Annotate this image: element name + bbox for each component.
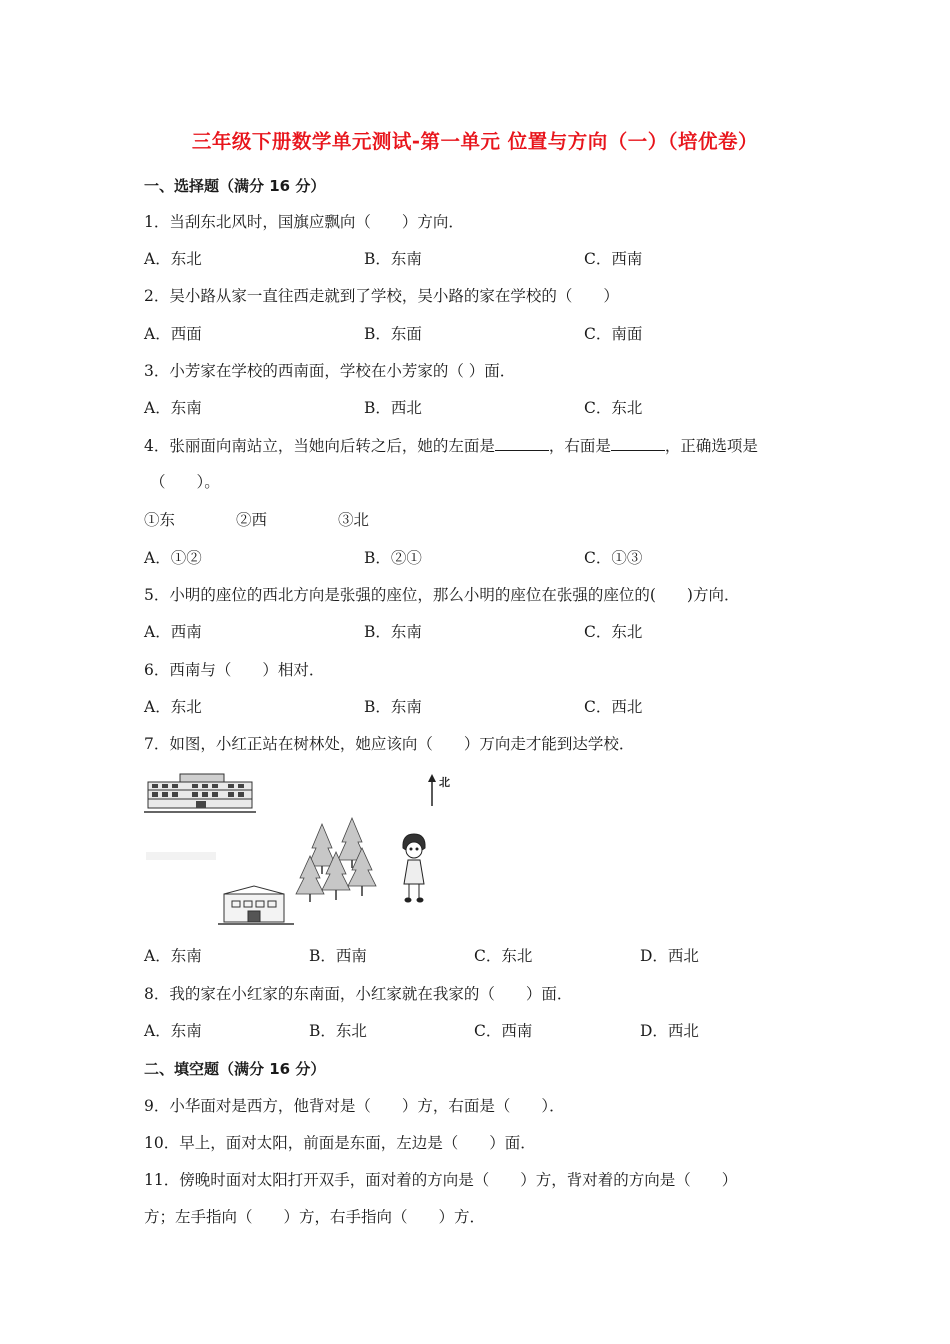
q1-option-b: B．东南 — [364, 250, 422, 268]
question-11: 11．傍晚时面对太阳打开双手，面对着的方向是（ ）方，背对着的方向是（ ） — [144, 1171, 738, 1189]
q2-option-a: A．西面 — [144, 325, 202, 343]
question-1: 1．当刮东北风时，国旗应飘向（ ）方向． — [144, 213, 464, 231]
map-figure — [140, 768, 470, 930]
q6-option-a: A．东北 — [144, 698, 202, 716]
q5-option-b: B．东南 — [364, 623, 422, 641]
answer-blank — [611, 436, 665, 451]
q7-option-b: B．西南 — [309, 947, 367, 965]
q2-option-c: C．南面 — [584, 325, 643, 343]
q8-option-c: C．西南 — [474, 1022, 533, 1040]
q5-option-a: A．西南 — [144, 623, 202, 641]
q4-choice-3: ③北 — [338, 511, 370, 529]
question-11-line-2: 方；左手指向（ ）方，右手指向（ ）方． — [144, 1208, 486, 1226]
question-6: 6．西南与（ ）相对． — [144, 661, 325, 679]
q4-choice-1: ①东 — [144, 511, 176, 529]
q4-text-part-1: 4．张丽面向南站立，当她向后转之后，她的左面是 — [144, 437, 495, 455]
question-4 — [144, 436, 758, 456]
q2-option-b: B．东面 — [364, 325, 422, 343]
q7-option-a: A．东南 — [144, 947, 202, 965]
q6-option-c: C．西北 — [584, 698, 643, 716]
q4-option-c: C．①③ — [584, 549, 643, 567]
house-image — [218, 886, 294, 924]
question-10: 10．早上，面对太阳，前面是东面，左边是（ ）面． — [144, 1134, 536, 1152]
girl-figure-image — [403, 834, 425, 902]
north-label: 北 — [439, 776, 450, 789]
q4-choice-2: ②西 — [236, 511, 268, 529]
q4-option-a: A．①② — [144, 549, 202, 567]
q5-option-c: C．东北 — [584, 623, 643, 641]
question-8: 8．我的家在小红家的东南面，小红家就在我家的（ ）面． — [144, 985, 573, 1003]
school-building-image — [144, 774, 256, 812]
question-2: 2．吴小路从家一直往西走就到了学校，吴小路的家在学校的（ ） — [144, 287, 619, 305]
question-3: 3．小芳家在学校的西南面，学校在小芳家的（ ）面． — [144, 362, 516, 380]
q4-text-part-2: ，右面是 — [548, 437, 611, 455]
question-9: 9．小华面对是西方，他背对是（ ）方，右面是（ ）． — [144, 1097, 565, 1115]
q1-option-a: A．东北 — [144, 250, 202, 268]
q8-option-b: B．东北 — [309, 1022, 367, 1040]
q8-option-a: A．东南 — [144, 1022, 202, 1040]
question-7: 7．如图，小红正站在树林处，她应该向（ ）万向走才能到达学校． — [144, 735, 635, 753]
q6-option-b: B．东南 — [364, 698, 422, 716]
question-5: 5．小明的座位的西北方向是张强的座位，那么小明的座位在张强的座位的( )方向． — [144, 586, 740, 604]
trees-image — [296, 818, 376, 902]
faded-label — [146, 852, 216, 860]
q3-option-a: A．东南 — [144, 399, 202, 417]
north-arrow-icon — [428, 774, 436, 806]
section-heading-fill: 二、填空题（满分 16 分） — [144, 1060, 326, 1078]
q3-option-c: C．东北 — [584, 399, 643, 417]
q8-option-d: D．西北 — [640, 1022, 699, 1040]
page-title: 三年级下册数学单元测试-第一单元 位置与方向（一）（培优卷） — [191, 130, 759, 153]
q1-option-c: C．西南 — [584, 250, 643, 268]
section-heading-choice: 一、选择题（满分 16 分） — [144, 177, 326, 195]
q7-option-d: D．西北 — [640, 947, 699, 965]
answer-blank — [495, 436, 549, 451]
q4-option-b: B．②① — [364, 549, 422, 567]
q4-text-part-3: ，正确选项是 — [664, 437, 758, 455]
q4-line-2: （ ）。 — [150, 473, 220, 491]
q7-option-c: C．东北 — [474, 947, 533, 965]
q3-option-b: B．西北 — [364, 399, 422, 417]
